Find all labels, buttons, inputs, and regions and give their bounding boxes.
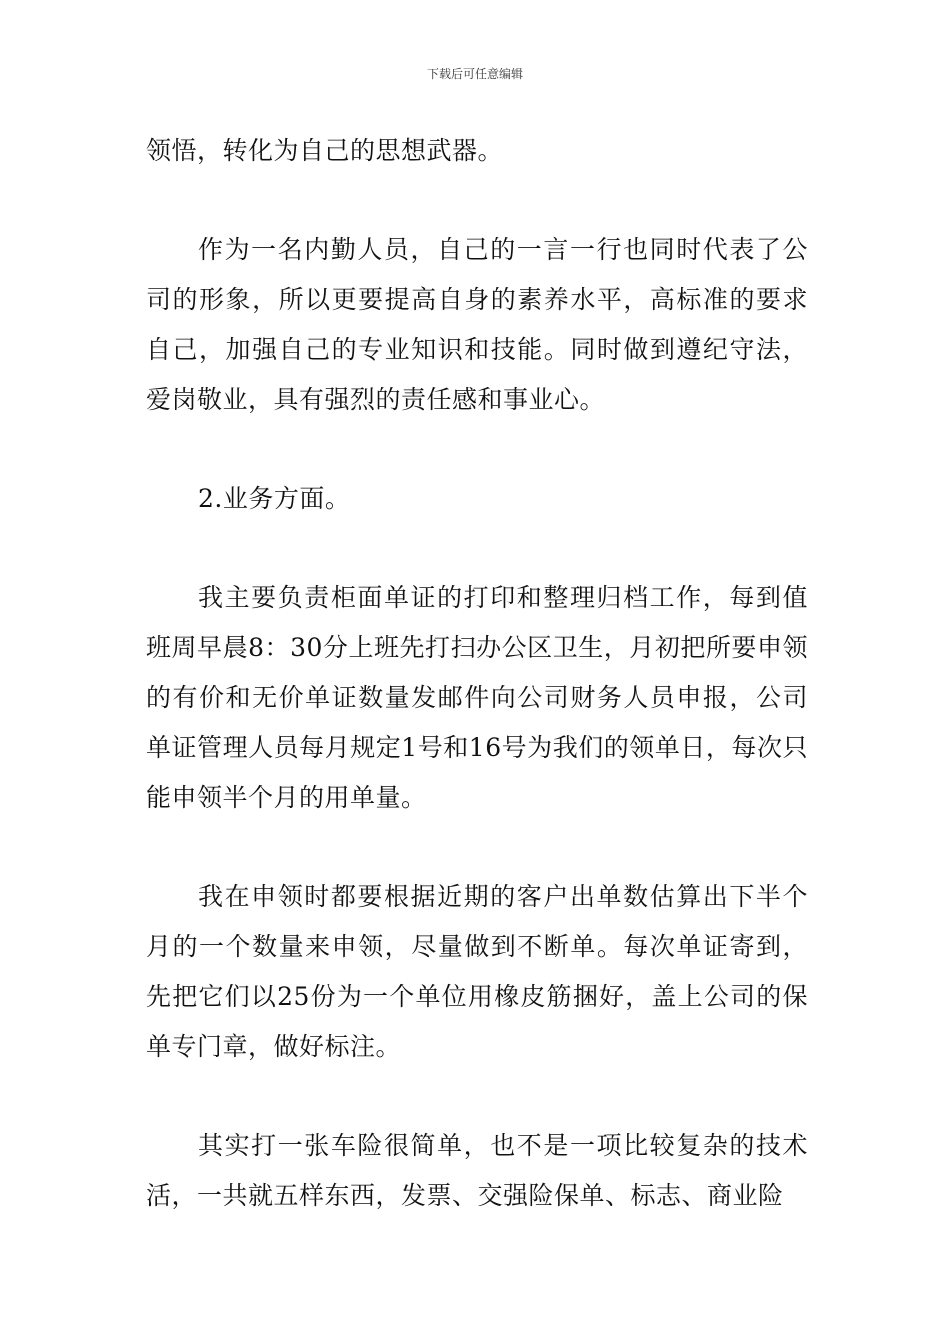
paragraph-gap [146, 823, 808, 872]
section-heading-business: 2.业务方面。 [198, 484, 351, 513]
document-body [146, 126, 808, 1221]
paragraph-car-insurance: 其实打一张车险很简单，也不是一项比较复杂的技术活，一共就五样东西，发票、交强险保单、标志、商业险 [146, 1131, 808, 1210]
page-header: 下载后可任意编辑 [426, 67, 523, 81]
paragraph-staff-image: 作为一名内勤人员，自己的一言一行也同时代表了公司的形象，所以更要提高自身的素养水平，高标准的要求自己，加强自己的专业知识和技能。同时做到遵纪守法，爱岗敬业，具有强烈的责任感和事业心。 [146, 235, 808, 414]
paragraph-continuation: 领悟，转化为自己的思想武器。 [146, 136, 504, 165]
paragraph-requisition: 我在申领时都要根据近期的客户出单数估算出下半个月的一个数量来申领，尽量做到不断单。每次单证寄到，先把它们以25份为一个单位用橡皮筋捆好，盖上公司的保单专门章，做好标注。 [146, 882, 808, 1061]
paragraph-gap [146, 425, 808, 474]
paragraph-gap [146, 176, 808, 225]
paragraph-document-printing: 我主要负责柜面单证的打印和整理归档工作，每到值班周早晨8：30分上班先打扫办公区卫生，月初把所要申领的有价和无价单证数量发邮件向公司财务人员申报，公司单证管理人员每月规定1号和16号为我们的领单日，每次只能申领半个月的用单量。 [146, 583, 808, 812]
paragraph-gap [146, 524, 808, 573]
paragraph-gap [146, 1072, 808, 1121]
